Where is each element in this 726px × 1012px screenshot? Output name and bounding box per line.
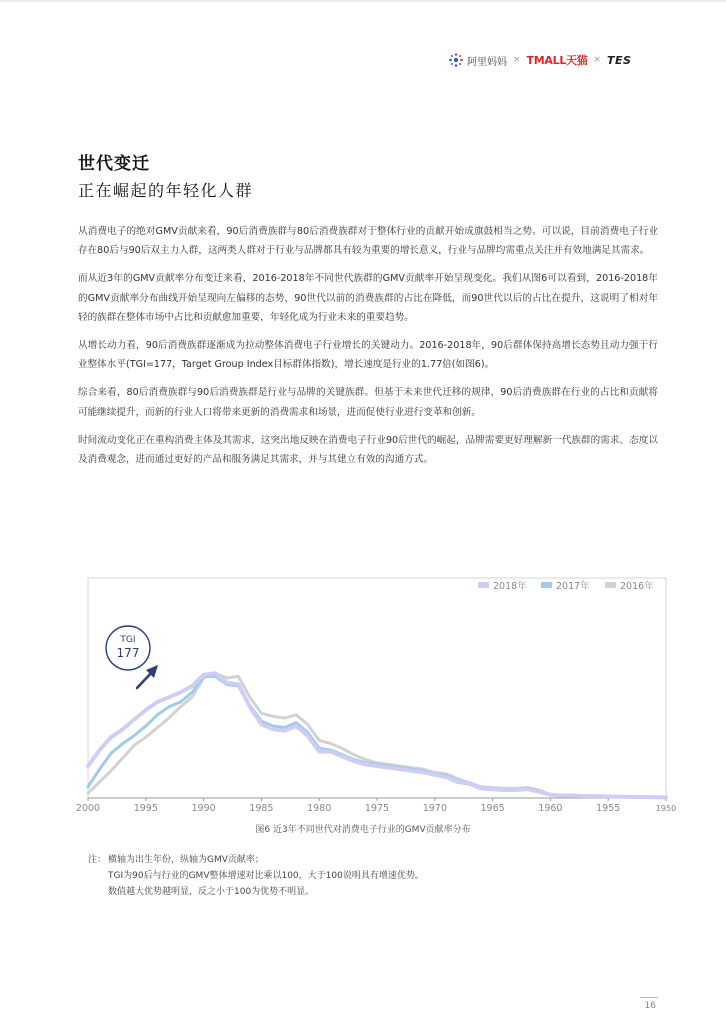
- paragraph: 从增长动力看，90后消费族群逐渐成为拉动整体消费电子行业增长的关键动力。2016-2018年，90后群体保持高增长态势且动力强于行业整体水平(TGI=177，Target Group Index目标群体指数)，增长速度是行业的1.77倍(如图6)。: [78, 340, 658, 371]
- logo-separator: ×: [513, 55, 521, 65]
- x-tick-label: 1995: [133, 803, 158, 814]
- tmall-latin: TMALL: [526, 54, 567, 67]
- tes-logo: TES: [606, 53, 632, 67]
- x-tick-label: 2000: [75, 803, 101, 814]
- x-tick-label: 1980: [307, 803, 332, 814]
- section-title: 世代变迁: [78, 154, 150, 174]
- legend-swatch: [478, 582, 489, 588]
- note-line: TGI为90后与行业的GMV整体增速对比乘以100，大于100说明具有增速优势。: [108, 871, 424, 881]
- tgi-value: 177: [116, 646, 140, 660]
- tmall-cn: 天猫: [566, 54, 588, 67]
- note-line: 横轴为出生年份，纵轴为GMV贡献率；: [108, 855, 264, 865]
- x-tick-label: 1955: [596, 803, 621, 814]
- x-tick-label: 1960: [538, 803, 563, 814]
- logo-separator: ×: [593, 55, 601, 65]
- figure-notes: [88, 852, 424, 900]
- paragraph: 从消费电子的绝对GMV贡献来看，90后消费族群与80后消费族群对于整体行业的贡献开始成旗鼓相当之势。可以说，目前消费电子行业存在80后与90后双主力人群，这两类人群对于行业与品牌都具有较为重要的增长意义，行业与品牌均需重点关注并有效地满足其需求。: [78, 226, 658, 257]
- section-subtitle: 正在崛起的年轻化人群: [78, 181, 254, 200]
- x-tick-label: 1975: [364, 803, 390, 814]
- x-tick-label: 1950: [655, 804, 677, 813]
- page-number-rule: [640, 997, 658, 998]
- tgi-label: TGI: [120, 635, 136, 645]
- paragraph: 而从近3年的GMV贡献率分布变迁来看，2016-2018年不同世代族群的GMV贡献率开始呈现变化。我们从图6可以看到，2016-2018年的GMV贡献率分布曲线开始呈现向左偏移的态势，90世代以前的消费族群的占比在降低，而90世代以后的占比在提升，这说明了相对年轻的族群在整体市场中占比和贡献愈加重要，年轻化成为行业未来的重要趋势。: [78, 273, 658, 323]
- legend-label: 2018年: [493, 581, 527, 592]
- page-number: 16: [644, 1001, 656, 1011]
- paragraph: 时间流动变化正在重构消费主体及其需求，这突出地反映在消费电子行业90后世代的崛起，品牌需要更好理解新一代族群的需求、态度以及消费观念，进而通过更好的产品和服务满足其需求，并与其建立有效的沟通方式。: [78, 434, 658, 466]
- series-line-2018年: [88, 673, 666, 797]
- note-line: 数值越大优势越明显，反之小于100为优势不明显。: [108, 887, 315, 897]
- paragraph: 综合来看，80后消费族群与90后消费族群是行业与品牌的关键族群。但基于未来世代迁移的规律，90后消费族群在行业的占比和贡献将可能继续提升，而新的行业人口将带来更新的消费需求和场景，进而促使行业进行变革和创新。: [78, 387, 658, 418]
- figure-caption: 图6 近3年不同世代对消费电子行业的GMV贡献率分布: [255, 825, 471, 835]
- series-line-2016年: [88, 673, 666, 797]
- x-tick-label: 1990: [191, 803, 216, 814]
- alimama-label: 阿里妈妈: [467, 56, 507, 68]
- x-tick-label: 1985: [249, 803, 274, 814]
- notes-label: 注：: [88, 855, 107, 865]
- x-tick-label: 1970: [422, 803, 447, 814]
- x-tick-label: 1965: [480, 803, 505, 814]
- legend-swatch: [605, 582, 616, 588]
- legend-swatch: [541, 582, 552, 588]
- legend-label: 2016年: [620, 581, 654, 592]
- legend-label: 2017年: [556, 581, 590, 592]
